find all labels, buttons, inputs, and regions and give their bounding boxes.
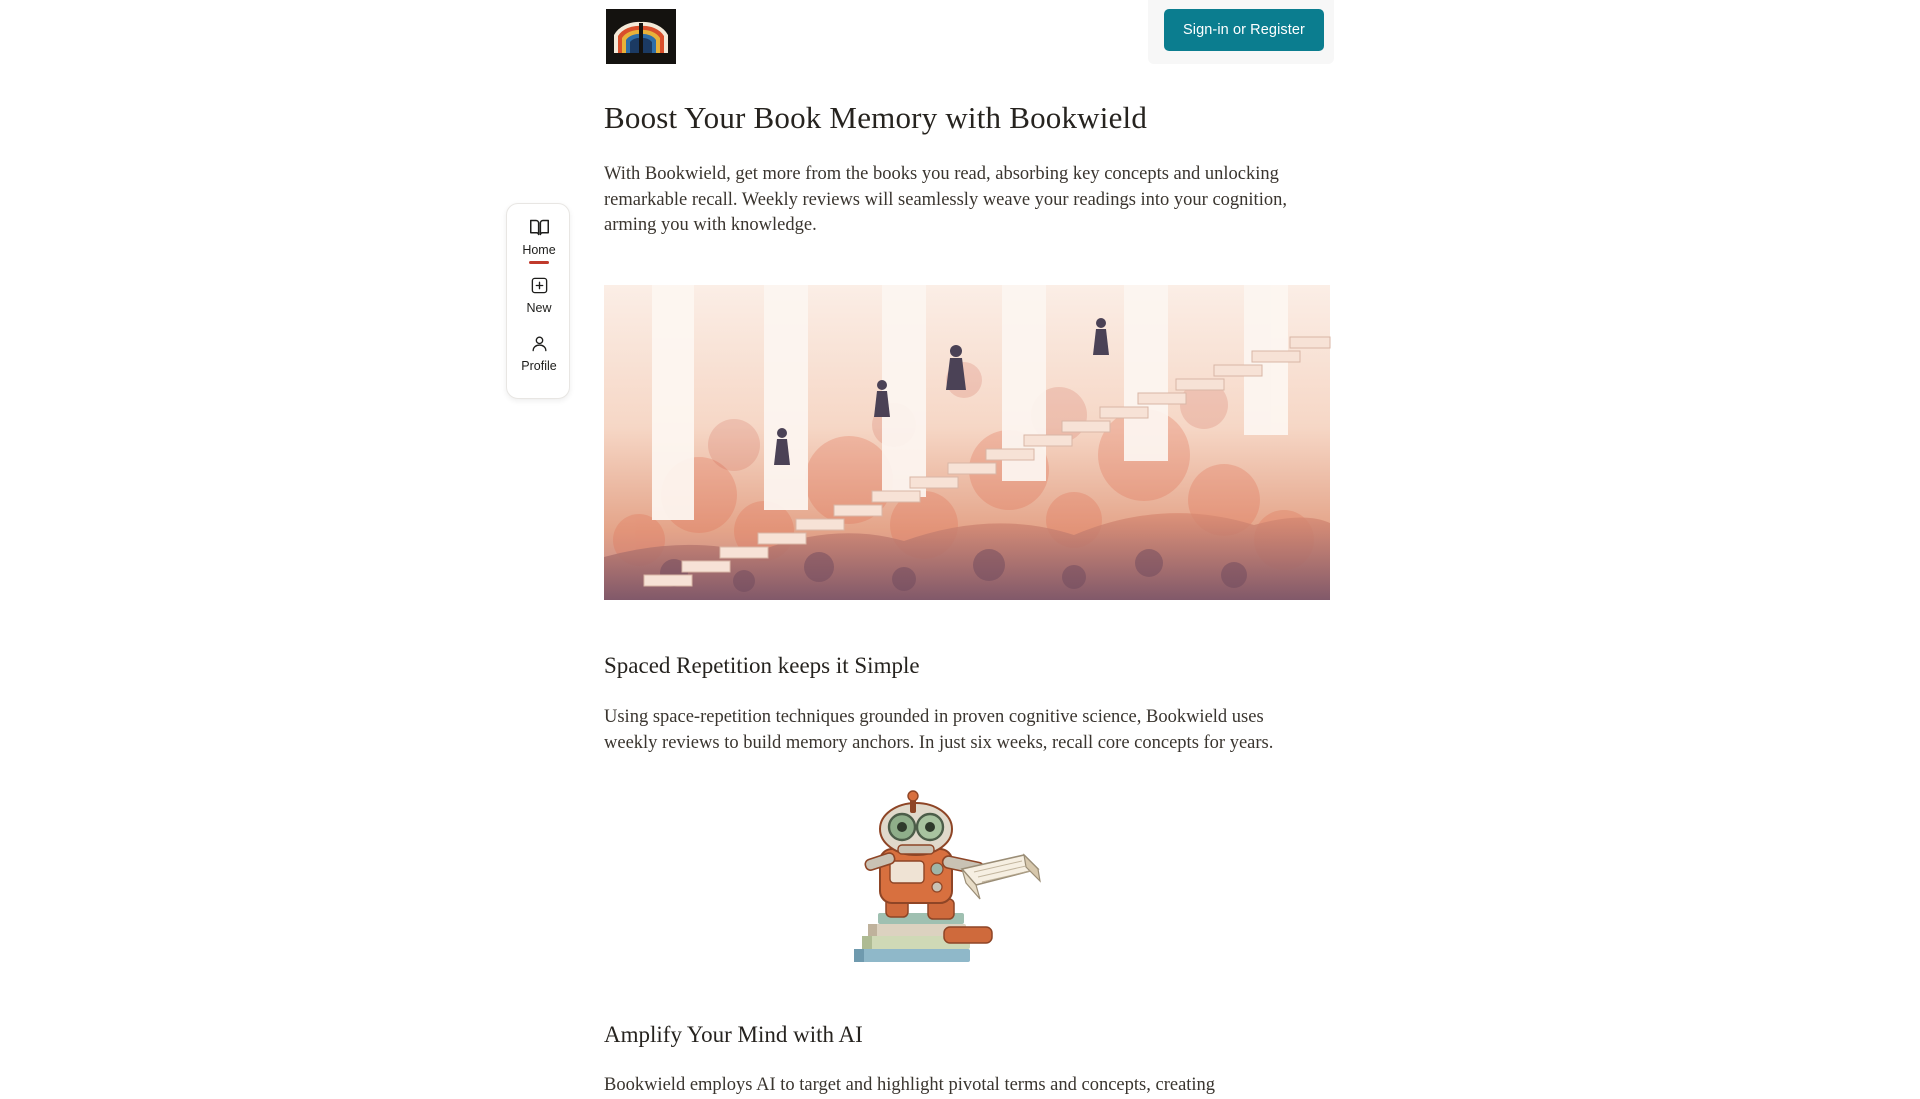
- sidebar-item-home[interactable]: [507, 214, 571, 272]
- section-heading-amplify-your-mind: Amplify Your Mind with AI: [604, 1022, 863, 1047]
- sign-in-or-register-button[interactable]: Sign-in or Register: [1164, 9, 1324, 51]
- sidebar-item-label: Home: [522, 243, 556, 257]
- user-icon: [530, 330, 549, 356]
- sidebar-item-label: Profile: [521, 359, 557, 373]
- open-book-icon: [529, 214, 550, 240]
- floating-sidebar: [506, 203, 570, 399]
- robot-illustration: [794, 777, 1146, 980]
- sidebar-item-label: New: [526, 301, 552, 315]
- active-tab-indicator: [529, 261, 549, 264]
- open-book-logo-icon[interactable]: [606, 9, 676, 64]
- section-body-amplify-your-mind: Bookwield employs AI to target and highlight pivotal terms and concepts, creating: [604, 1075, 1216, 1095]
- intro-paragraph: With Bookwield, get more from the books you read, absorbing key concepts and unlocking remarkable recall. Weekly reviews will seamlessly weave your readings into your cognition, arming you with knowledge.: [604, 164, 1287, 236]
- main-content: [604, 100, 1334, 239]
- section-heading-spaced-repetition: Spaced Repetition keeps it Simple: [604, 653, 920, 678]
- page-title: Boost Your Book Memory with Bookwield: [604, 100, 1148, 135]
- section-body-spaced-repetition: Using space-repetition techniques grounded in proven cognitive science, Bookwield uses weekly reviews to build memory anchors. In just six weeks, recall core concepts for years.: [604, 707, 1274, 753]
- site-header: [0, 0, 1920, 70]
- plus-square-icon: [530, 272, 549, 298]
- hero-illustration: [604, 285, 1330, 600]
- sidebar-item-new[interactable]: [507, 272, 571, 330]
- sidebar-item-profile[interactable]: [507, 330, 571, 388]
